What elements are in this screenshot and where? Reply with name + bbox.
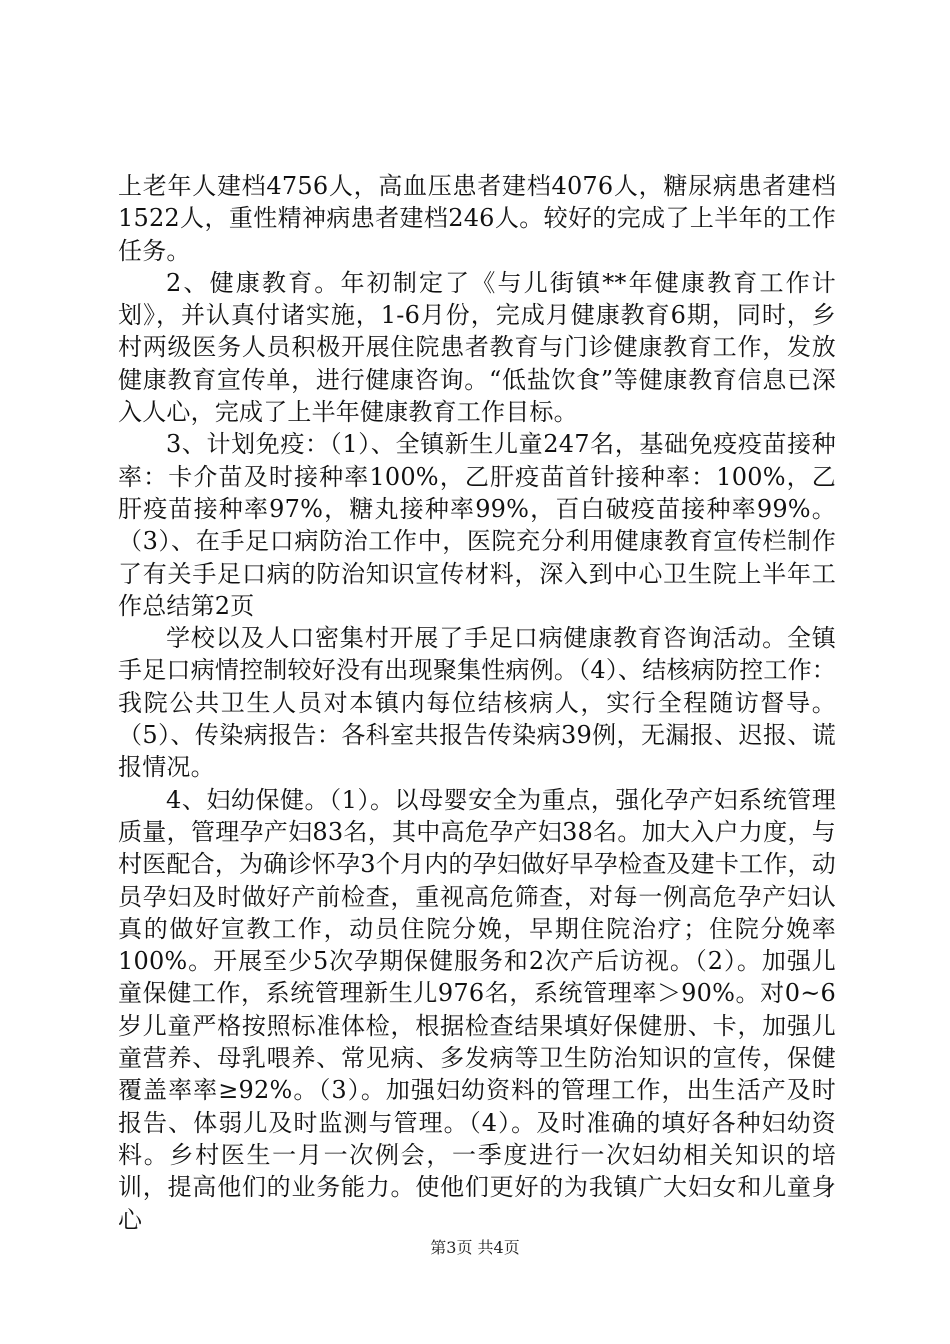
paragraph-immunization: 3、计划免疫：（1）、全镇新生儿童247名，基础免疫疫苗接种率：卡介苗及时接种率100%，乙肝疫苗首针接种率：100%，乙肝疫苗接种率97%，糖丸接种率99%，百白破疫苗接种率99%。（3）、在手足口病防治工作中，医院充分利用健康教育宣传栏制作了有关手足口病的防治知识宣传材料，深入到中心卫生院上半年工作总结第2页: [118, 430, 836, 620]
paragraph-disease-control: 学校以及人口密集村开展了手足口病健康教育咨询活动。全镇手足口病情控制较好没有出现聚集性病例。（4）、结核病防控工作：我院公共卫生人员对本镇内每位结核病人，实行全程随访督导。（5）、传染病报告：各科室共报告传染病39例，无漏报、迟报、谎报情况。: [118, 624, 836, 782]
page-footer: 第3页 共4页: [430, 1238, 520, 1257]
paragraph-maternal-child-health: 4、妇幼保健。（1）。以母婴安全为重点，强化孕产妇系统管理质量，管理孕产妇83名，其中高危孕产妇38名。加大入户力度，与村医配合，为确诊怀孕3个月内的孕妇做好早孕检查及建卡工作，动员孕妇及时做好产前检查，重视高危筛查，对每一例高危孕产妇认真的做好宣教工作，动员住院分娩，早期住院治疗；住院分娩率100%。开展至少5次孕期保健服务和2次产后访视。（2）。加强儿童保健工作，系统管理新生儿976名，系统管理率＞90%。对0~6岁儿童严格按照标准体检，根据检查结果填好保健册、卡，加强儿童营养、母乳喂养、常见病、多发病等卫生防治知识的宣传，保健覆盖率率≥92%。（3）。加强妇幼资料的管理工作，出生活产及时报告、体弱儿及时监测与管理。（4）。及时准确的填好各种妇幼资料。乡村医生一月一次例会，一季度进行一次妇幼相关知识的培训，提高他们的业务能力。使他们更好的为我镇广大妇女和儿童身心: [118, 785, 836, 1234]
paragraph-health-education: 2、健康教育。年初制定了《与儿街镇**年健康教育工作计划》，并认真付诸实施，1-6月份，完成月健康教育6期，同时，乡村两级医务人员积极开展住院患者教育与门诊健康教育工作，发放健康教育宣传单，进行健康咨询。“低盐饮食”等健康教育信息已深入人心，完成了上半年健康教育工作目标。: [118, 268, 836, 427]
paragraph-elderly-records: 上老年人建档4756人，高血压患者建档4076人，糖尿病患者建档1522人，重性精神病患者建档246人。较好的完成了上半年的工作任务。: [118, 172, 836, 265]
document-body: [118, 170, 836, 1236]
